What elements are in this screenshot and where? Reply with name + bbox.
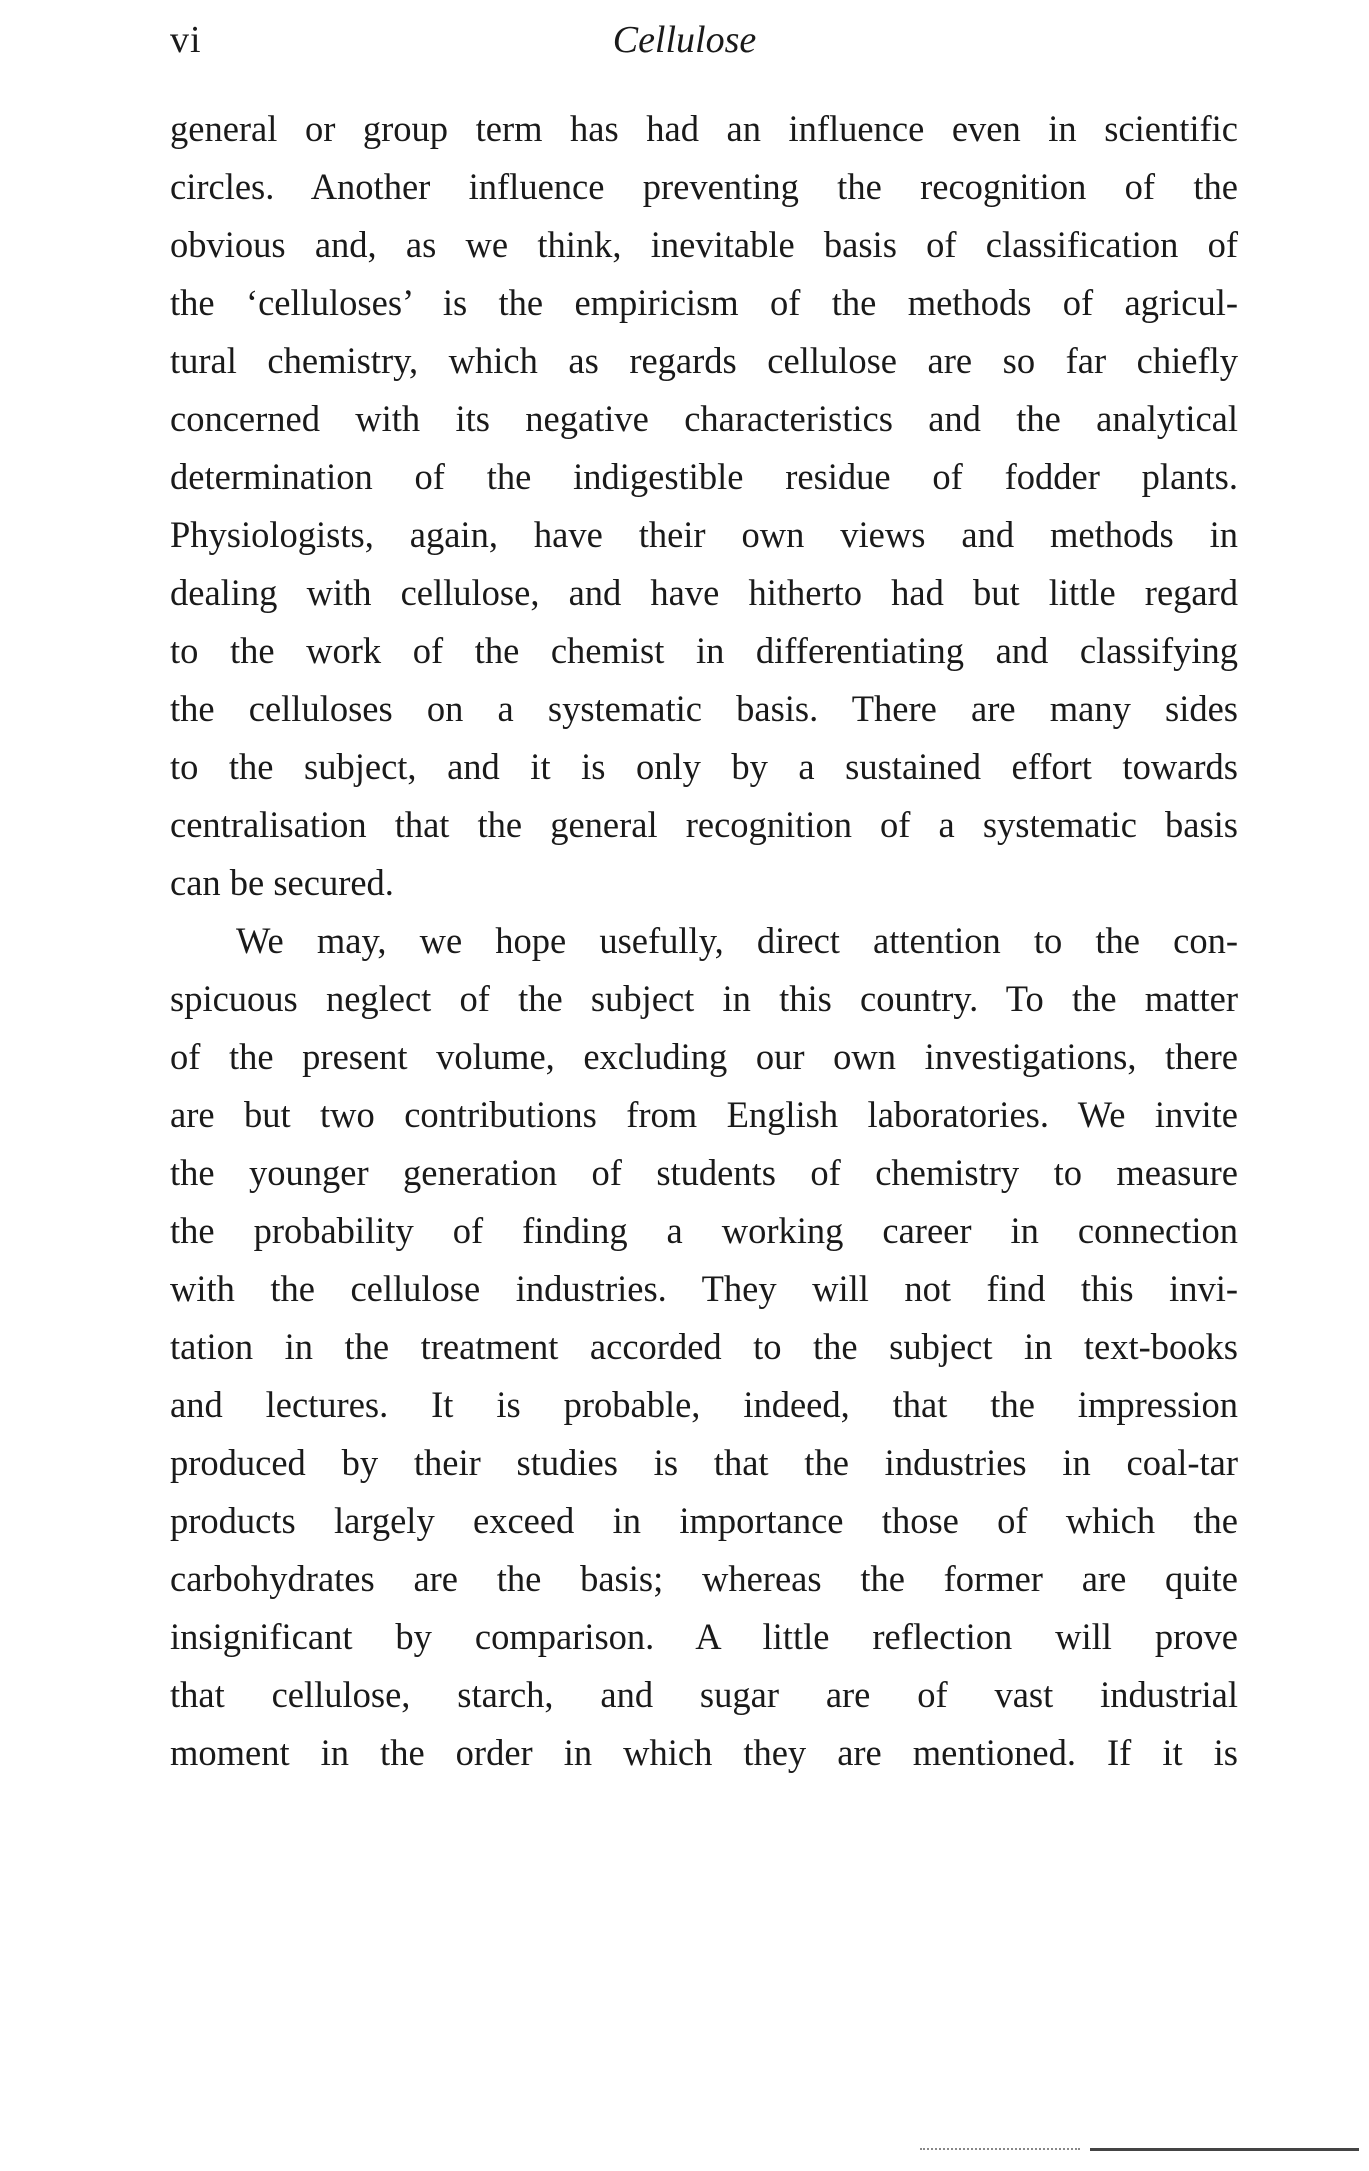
text-line: products largely exceed in importance those of which the xyxy=(170,1500,1238,1541)
text-line: carbohydrates are the basis; whereas the former are quite xyxy=(170,1558,1238,1599)
text-line: to the subject, and it is only by a sustained effort towards xyxy=(170,746,1238,787)
page-header xyxy=(0,18,1369,78)
text-line: are but two contributions from English laboratories. We invite xyxy=(170,1094,1238,1135)
text-line: We may, we hope usefully, direct attention to the con- xyxy=(236,920,1238,961)
text-line: to the work of the chemist in differentiating and classifying xyxy=(170,630,1238,671)
text-line: produced by their studies is that the industries in coal-tar xyxy=(170,1442,1238,1483)
text-line: concerned with its negative characteristics and the analytical xyxy=(170,398,1238,439)
text-line: dealing with cellulose, and have hitherto had but little regard xyxy=(170,572,1238,613)
text-line: obvious and, as we think, inevitable basis of classification of xyxy=(170,224,1238,265)
text-line: general or group term has had an influence even in scientific xyxy=(170,108,1238,149)
paragraph-1 xyxy=(170,100,1238,912)
page-number: vi xyxy=(170,19,202,61)
text-line: can be secured. xyxy=(170,862,394,903)
footer-rule xyxy=(1090,2148,1359,2151)
text-line: tation in the treatment accorded to the subject in text-books xyxy=(170,1326,1238,1367)
text-line: Physiologists, again, have their own views and methods in xyxy=(170,514,1238,555)
text-line: spicuous neglect of the subject in this country. To the matter xyxy=(170,978,1238,1019)
text-line: and lectures. It is probable, indeed, that the impression xyxy=(170,1384,1238,1425)
text-line: the celluloses on a systematic basis. There are many sides xyxy=(170,688,1238,729)
text-line: circles. Another influence preventing the recognition of the xyxy=(170,166,1238,207)
paragraph-2 xyxy=(170,912,1238,1782)
text-line: the probability of finding a working career in connection xyxy=(170,1210,1238,1251)
text-line: of the present volume, excluding our own investigations, there xyxy=(170,1036,1238,1077)
text-line: centralisation that the general recognition of a systematic basis xyxy=(170,804,1238,845)
running-title: Cellulose xyxy=(612,19,757,61)
footer-dotted-rule xyxy=(920,2148,1080,2150)
text-line: with the cellulose industries. They will not find this invi- xyxy=(170,1268,1238,1309)
text-line: tural chemistry, which as regards cellulose are so far chiefly xyxy=(170,340,1238,381)
text-line: determination of the indigestible residue of fodder plants. xyxy=(170,456,1238,497)
text-line: insignificant by comparison. A little reflection will prove xyxy=(170,1616,1238,1657)
text-line: the younger generation of students of chemistry to measure xyxy=(170,1152,1238,1193)
text-line: the ‘celluloses’ is the empiricism of the methods of agricul- xyxy=(170,282,1238,323)
text-line: moment in the order in which they are mentioned. If it is xyxy=(170,1732,1238,1773)
body-text xyxy=(170,100,1238,1782)
text-line: that cellulose, starch, and sugar are of vast industrial xyxy=(170,1674,1238,1715)
